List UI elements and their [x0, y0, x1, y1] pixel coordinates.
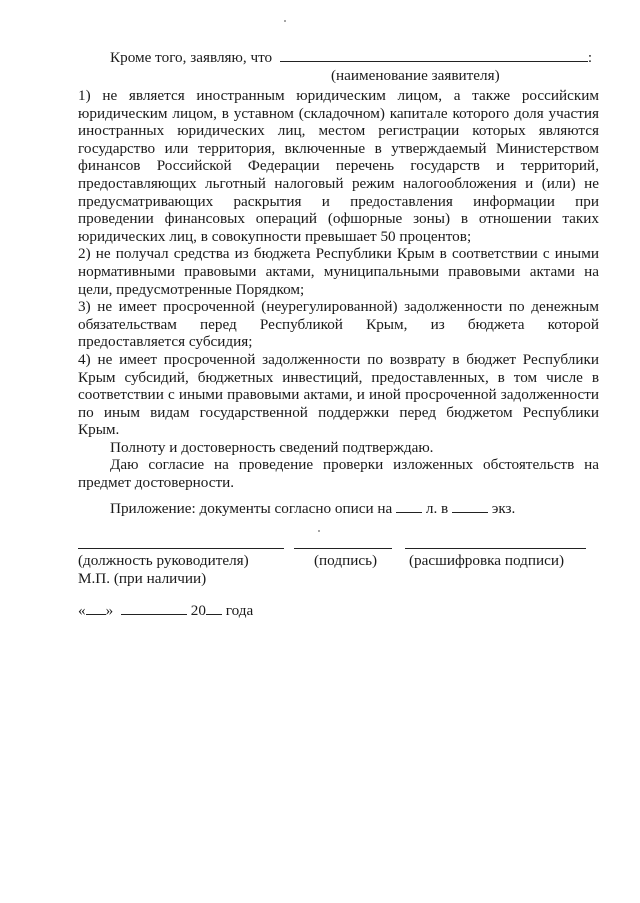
intro-text: Кроме того, заявляю, что: [110, 49, 273, 66]
date-close-quote: »: [105, 602, 114, 619]
year-blank[interactable]: [206, 602, 222, 615]
body-line: нормативными правовыми актами, муниципальными правовыми актами на: [78, 262, 599, 280]
attachment-middle: л. в: [425, 500, 449, 517]
year-prefix: 20: [190, 602, 206, 619]
body-line: 4) не имеет просроченной задолженности по возврату в бюджет Республики: [78, 350, 599, 368]
body-line: 2) не получал средства из бюджета Республики Крым в соответствии с иными: [78, 245, 599, 263]
attachment-line: [110, 500, 515, 518]
body-line: обязательствам перед Республикой Крым, из бюджета которой: [78, 315, 599, 333]
date-open-quote: «: [78, 602, 86, 619]
date-line: [78, 602, 253, 620]
body-line: Крым.: [78, 421, 120, 439]
signature-label: (подпись): [314, 552, 378, 569]
sheet-count-blank[interactable]: [396, 500, 422, 513]
body-line: предоставляется субсидия;: [78, 333, 253, 351]
body-line: иностранных юридических лиц, местом регистрации которых являются: [78, 122, 599, 140]
declaration-body: [78, 87, 599, 492]
seal-label: М.П. (при наличии): [78, 570, 207, 587]
applicant-name-caption: (наименование заявителя): [331, 67, 500, 84]
copy-count-blank[interactable]: [452, 500, 488, 513]
confirm-line: Полноту и достоверность сведений подтверждаю.: [110, 438, 434, 456]
body-line: Крым субсидий, бюджетных инвестиций, предоставленных, в том числе в: [78, 368, 599, 386]
body-line: по иным видам государственной поддержки перед бюджетом Республики: [78, 403, 599, 421]
attachment-suffix: экз.: [491, 500, 516, 517]
scan-speck: [318, 530, 320, 532]
applicant-name-blank[interactable]: [280, 49, 588, 62]
consent-line: предмет достоверности.: [78, 474, 235, 492]
body-line: юридическим лицом, в уставном (складочном) капитале которого доля участия: [78, 104, 599, 122]
body-line: финансов Российской Федерации перечень государств и территорий,: [78, 157, 599, 175]
month-blank[interactable]: [121, 602, 187, 615]
intro-colon: :: [587, 49, 593, 66]
day-blank[interactable]: [86, 602, 106, 615]
position-signature-line[interactable]: [78, 548, 284, 549]
scan-speck: [284, 20, 286, 22]
position-label: (должность руководителя): [78, 552, 249, 569]
decoding-label: (расшифровка подписи): [409, 552, 565, 569]
intro-line: [110, 49, 592, 67]
body-line: предоставляющих льготный налоговый режим налогообложения и (или) не: [78, 174, 599, 192]
body-line: цели, предусмотренные Порядком;: [78, 280, 305, 298]
year-suffix: года: [225, 602, 254, 619]
signature-line[interactable]: [294, 548, 392, 549]
attachment-prefix: Приложение: документы согласно описи на: [110, 500, 393, 517]
body-line: юридических лиц, в совокупности превышает 50 процентов;: [78, 227, 472, 245]
consent-line: Даю согласие на проведение проверки изложенных обстоятельств на: [110, 456, 599, 474]
decoding-signature-line[interactable]: [405, 548, 586, 549]
body-line: государство или территория, включенные в утверждаемый Министерством: [78, 139, 599, 157]
body-line: предусматривающих раскрытия и предоставления информации при: [78, 192, 599, 210]
body-line: 1) не является иностранным юридическим лицом, а также российским: [78, 87, 599, 104]
body-line: соответствии с иными правовыми актами, и иной просроченной задолженности: [78, 386, 599, 404]
body-line: 3) не имеет просроченной (неурегулированной) задолженности по денежным: [78, 298, 599, 316]
body-line: проведении финансовых операций (офшорные зоны) в отношении таких: [78, 210, 599, 228]
